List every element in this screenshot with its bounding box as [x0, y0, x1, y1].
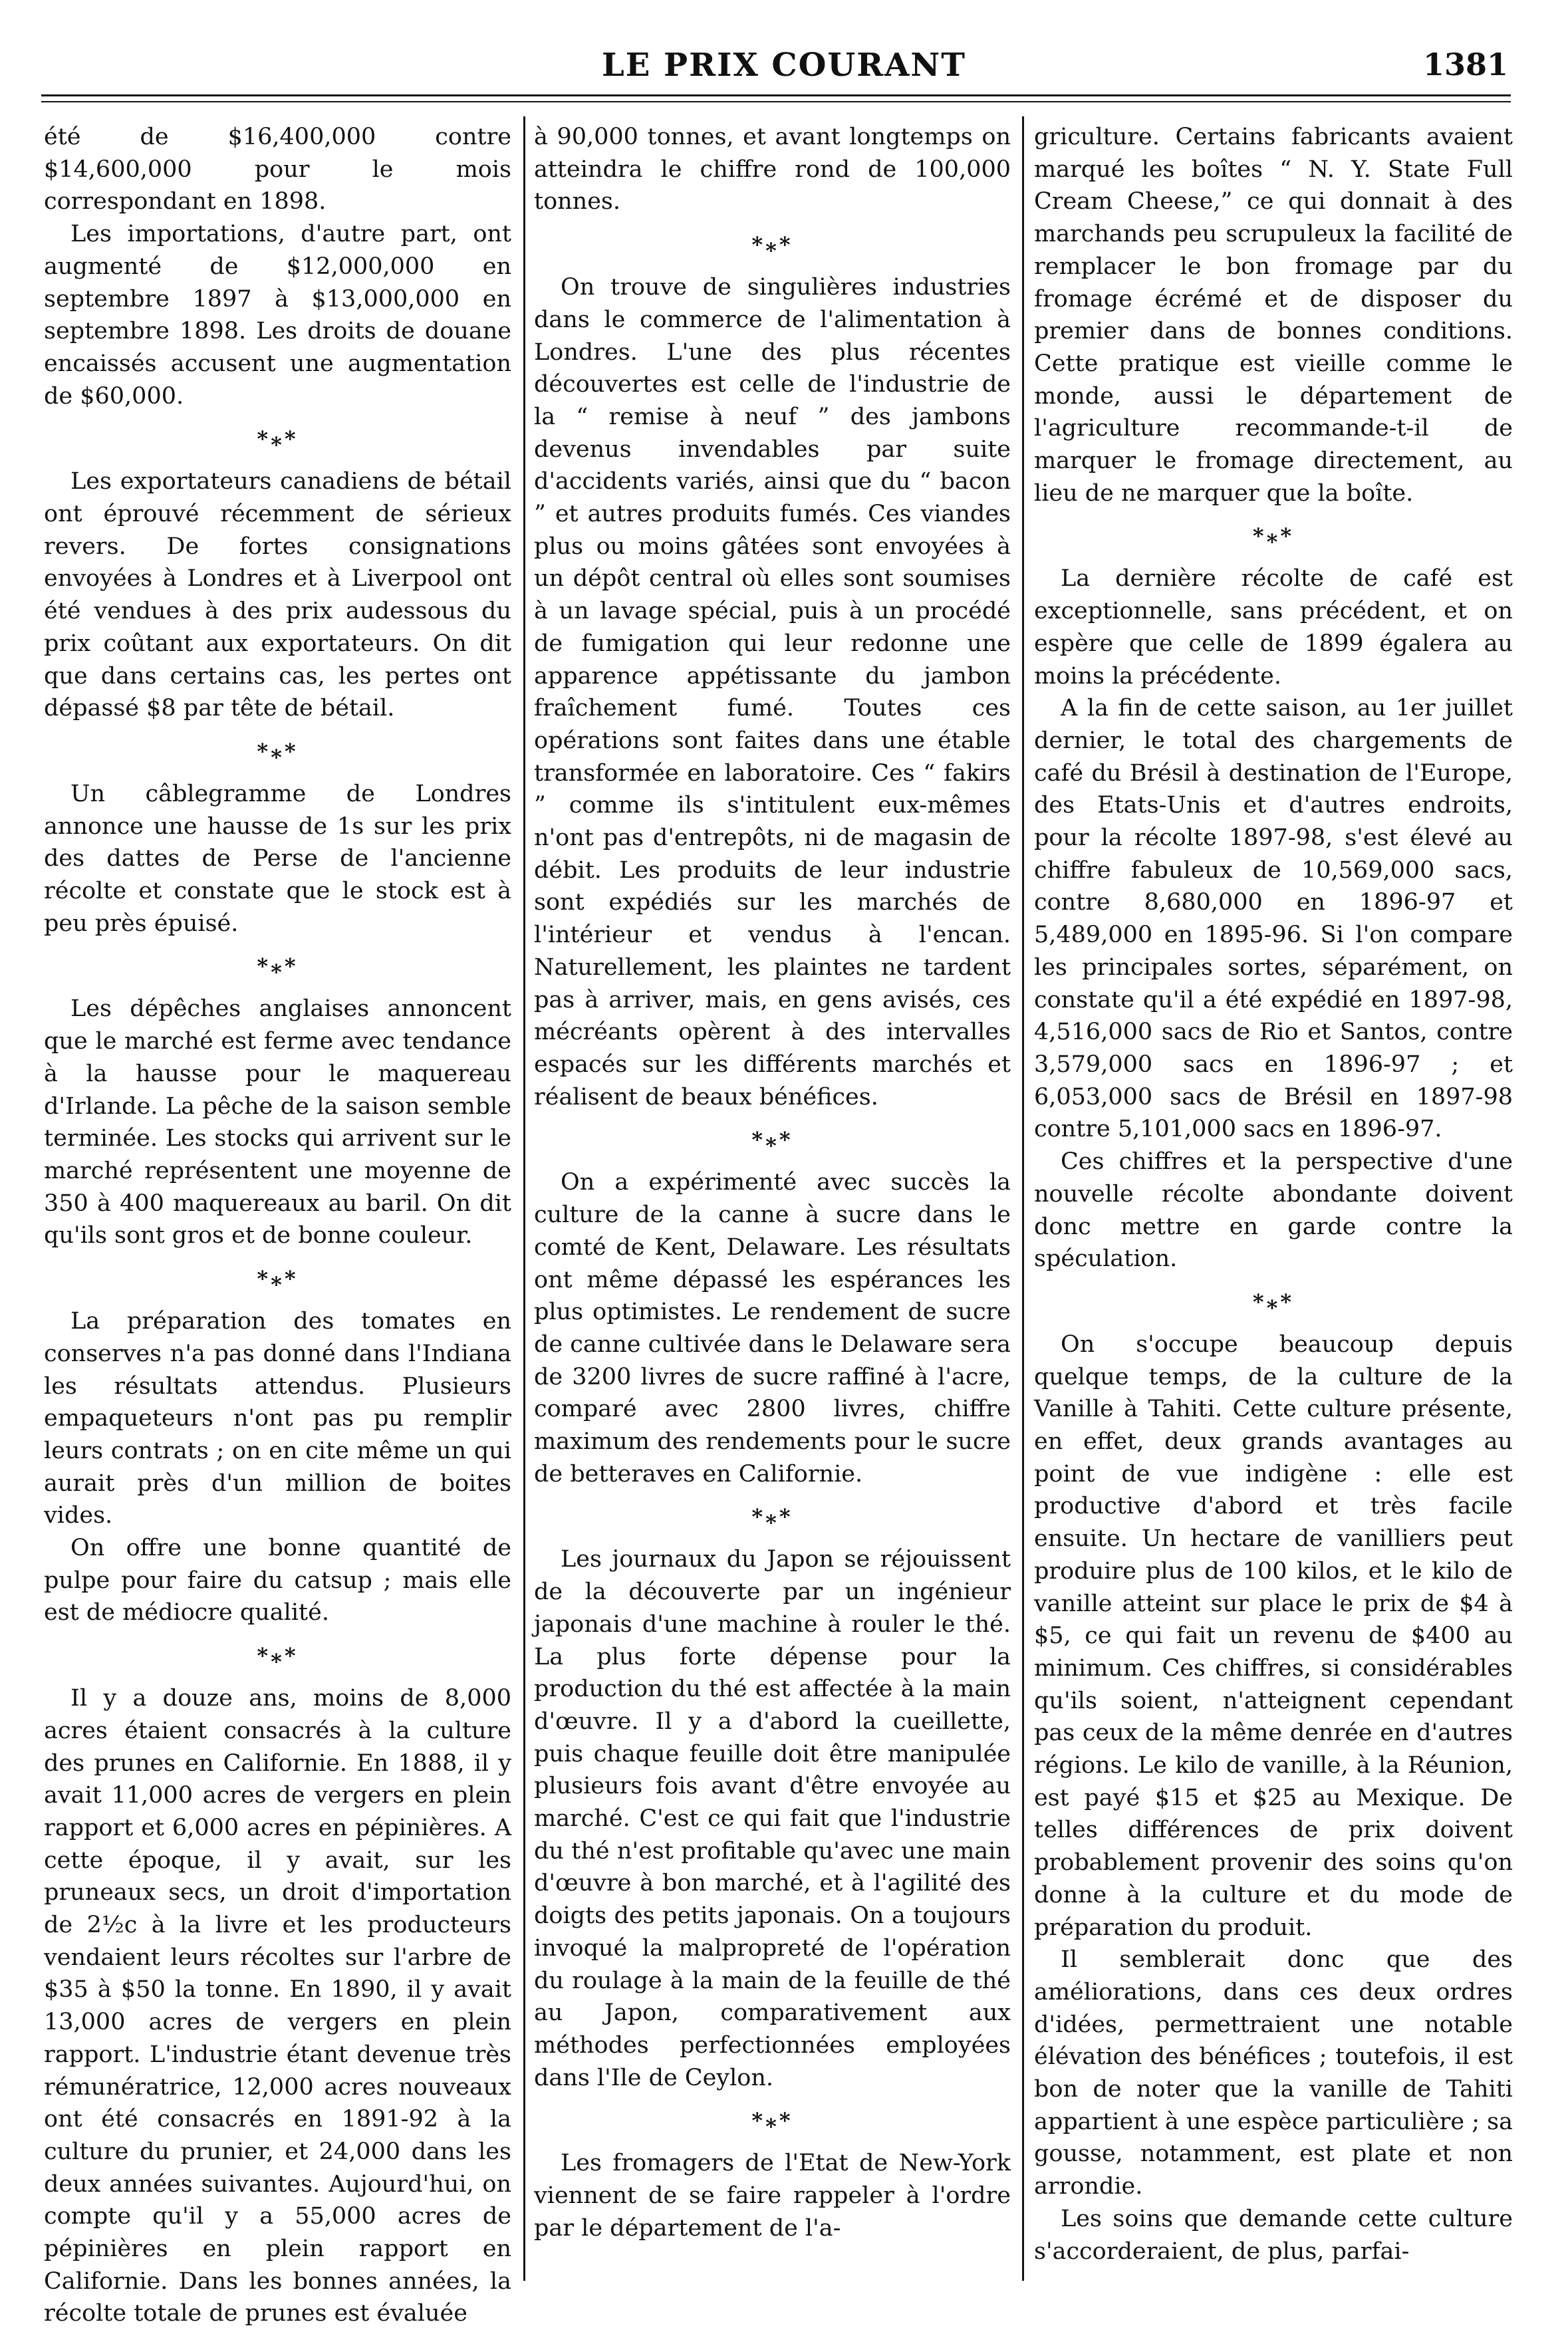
- paragraph: à 90,000 tonnes, et avant longtemps on atteindra le chiffre rond de 100,000 tonnes.: [534, 124, 1011, 215]
- section-separator: *⁎*: [257, 954, 299, 979]
- text-column-2: [534, 121, 1011, 2274]
- section-separator: *⁎*: [257, 1266, 299, 1292]
- section-separator: *⁎*: [257, 738, 299, 764]
- paragraph: Les journaux du Japon se réjouissent de la découverte par un ingénieur japonais d'une machine à rouler le thé. La plus forte dépense pour la production du thé est affectée à la main d'œuvre. Il y a d'abord la cueillette, puis chaque feuille doit être manipulée plusieurs fois avant d'être envoyée au marché. C'est ce qui fait que l'industrie du thé n'est profitable qu'avec une main d'œuvre à bon marché, et à l'agilité des doigts des petits japonais. On a toujours invoqué la malpropreté de l'opération du roulage à la main de la feuille de thé au Japon, comparativement aux méthodes perfectionnées employées dans l'Ile de Ceylon.: [534, 1546, 1011, 2091]
- paragraph: On offre une bonne quantité de pulpe pour faire du catsup ; mais elle est de médiocre qualité.: [44, 1535, 511, 1626]
- paragraph: Les soins que demande cette culture s'accorderaient, de plus, parfai-: [1034, 2205, 1513, 2265]
- paragraph: A la fin de cette saison, au 1er juillet dernier, le total des chargements de café du Brésil à destination de l'Europe, des Etats-Unis et d'autres endroits, pour la récolte 1897-98, s'est élevé au chiffre fabuleux de 10,569,000 sacs, contre 8,680,000 en 1896-97 et 5,489,000 en 1895-96. Si l'on compare les principales sortes, séparément, on constate qu'il a été expédié en 1897-98, 4,516,000 sacs de Rio et Santos, contre 3,579,000 sacs en 1896-97 ; et 6,053,000 sacs de Brésil en 1897-98 contre 5,101,000 sacs en 1896-97.: [1034, 695, 1513, 1143]
- paragraph: La préparation des tomates en conserves n'a pas donné dans l'Indiana les résultats attendus. Plusieurs empaqueteurs n'ont pas pu remplir leurs contrats ; on en cite même un qui aurait près d'un million de boites vides.: [44, 1308, 511, 1529]
- section-separator: *⁎*: [1252, 523, 1295, 549]
- section-separator: *⁎*: [751, 2108, 793, 2134]
- paragraph: Les fromagers de l'Etat de New-York viennent de se faire rappeler à l'ordre par le département de l'a-: [534, 2150, 1011, 2242]
- section-separator: *⁎*: [751, 1504, 793, 1530]
- paragraph: On s'occupe beaucoup depuis quelque temps, de la culture de la Vanille à Tahiti. Cette culture présente, en effet, deux grands avantages au point de vue indigène : elle est productive d'abord et très facile ensuite. Un hectare de vanilliers peut produire plus de 100 kilos, et le kilo de vanille atteint sur place le prix de $4 à $5, ce qui fait un revenu de $400 au minimum. Ces chiffres, si considérables qu'ils soient, n'atteignent cependant pas ceux de la même denrée en d'autres régions. Le kilo de vanille, à la Réunion, est payé $15 et $25 au Mexique. De telles différences de prix doivent probablement provenir des soins qu'on donne à la culture et du mode de préparation du produit.: [1034, 1331, 1513, 1941]
- text-column-3: [1034, 121, 1513, 2274]
- paragraph: Il y a douze ans, moins de 8,000 acres étaient consacrés à la culture des prunes en Californie. En 1888, il y avait 11,000 acres de vergers en plein rapport et 6,000 acres en pépinières. A cette époque, il y avait, sur les pruneaux secs, un droit d'importation de 2½c à la livre et les producteurs vendaient leurs récoltes sur l'arbre de $35 à $50 la tonne. En 1890, il y avait 13,000 acres de vergers en plein rapport. L'industrie étant devenue très rémunératrice, 12,000 acres nouveaux ont été consacrés en 1891-92 à la culture du prunier, et 24,000 dans les deux années suivantes. Aujourd'hui, on compte qu'il y a 55,000 acres de pépinières en plein rapport en Californie. Dans les bonnes années, la récolte totale de prunes est évaluée: [44, 1685, 511, 2327]
- text-column-1: [44, 121, 511, 2327]
- column-divider-1: [523, 116, 525, 2281]
- section-separator: *⁎*: [751, 1127, 793, 1153]
- header-rule-bottom: [41, 101, 1511, 102]
- section-separator: *⁎*: [257, 1643, 299, 1669]
- paragraph: Les exportateurs canadiens de bétail ont éprouvé récemment de sérieux revers. De fortes consignations envoyées à Londres et à Liverpool ont été vendues à des prix audessous du prix coûtant aux exportateurs. On dit que dans certains cas, les pertes ont dépassé $8 par tête de bétail.: [44, 468, 511, 722]
- paragraph: Un câblegramme de Londres annonce une hausse de 1s sur les prix des dattes de Perse de l'ancienne récolte et constate que le stock est à peu près épuisé.: [44, 780, 511, 937]
- paragraph: griculture. Certains fabricants avaient marqué les boîtes “ N. Y. State Full Cream Cheese,” ce qui donnait à des marchands peu scrupuleux la facilité de remplacer le bon fromage par du fromage écrémé et de disposer du premier dans de bonnes conditions. Cette pratique est vieille comme le monde, aussi le département de l'agriculture recommande-t-il de marquer le fromage directement, au lieu de ne marquer que la boîte.: [1034, 124, 1513, 507]
- paragraph: On trouve de singulières industries dans le commerce de l'alimentation à Londres. L'une des plus récentes découvertes est celle de l'industrie de la “ remise à neuf ” des jambons devenus invendables par suite d'accidents variés, ainsi que du “ bacon ” et autres produits fumés. Ces viandes plus ou moins gâtées sont envoyées à un dépôt central où elles sont soumises à un lavage spécial, puis à un procédé de fumigation qui leur redonne une apparence appétissante du jambon fraîchement fumé. Toutes ces opérations sont faites dans une étable transformée en laboratoire. Ces “ fakirs ” comme ils s'intitulent eux-mêmes n'ont pas d'entrepôts, ni de magasin de débit. Les produits de leur industrie sont expédiés sur les marchés de l'intérieur et vendus à l'encan. Naturellement, les plaintes ne tardent pas à arriver, mais, en gens avisés, ces mécréants opèrent à des intervalles espacés sur les différents marchés et réalisent de beaux bénéfices.: [534, 274, 1011, 1110]
- paragraph: On a expérimenté avec succès la culture de la canne à sucre dans le comté de Kent, Delaware. Les résultats ont même dépassé les espérances les plus optimistes. Le rendement de sucre de canne cultivée dans le Delaware sera de 3200 livres de sucre raffiné à l'acre, comparé avec 2800 livres, chiffre maximum des rendements pour le sucre de betteraves en Californie.: [534, 1169, 1011, 1488]
- paragraph: Les importations, d'autre part, ont augmenté de $12,000,000 en septembre 1897 à $13,000,000 en septembre 1898. Les droits de douane encaissés accusent une augmentation de $60,000.: [44, 221, 511, 410]
- page-number: 1381: [1422, 47, 1508, 82]
- header-rule-top: [41, 94, 1511, 96]
- section-separator: *⁎*: [257, 426, 299, 452]
- paragraph: Les dépêches anglaises annoncent que le marché est ferme avec tendance à la hausse pour le maquereau d'Irlande. La pêche de la saison semble terminée. Les stocks qui arrivent sur le marché représentent une moyenne de 350 à 400 maquereaux au baril. On dit qu'ils sont gros et de bonne couleur.: [44, 995, 511, 1249]
- paragraph: La dernière récolte de café est exceptionnelle, sans précédent, et on espère que celle de 1899 égalera au moins la précédente.: [1034, 565, 1513, 690]
- paragraph: Ces chiffres et la perspective d'une nouvelle récolte abondante doivent donc mettre en garde contre la spéculation.: [1034, 1148, 1513, 1273]
- section-separator: *⁎*: [751, 232, 793, 258]
- column-divider-2: [1022, 116, 1024, 2281]
- section-separator: *⁎*: [1252, 1289, 1295, 1315]
- publication-title: LE PRIX COURANT: [601, 47, 967, 84]
- paragraph: Il semblerait donc que des améliorations, dans ces deux ordres d'idées, permettraient une notable élévation des bénéfices ; toutefois, il est bon de noter que la vanille de Tahiti appartient à une espèce particulière ; sa gousse, notamment, est plate et non arrondie.: [1034, 1946, 1513, 2200]
- page-header: [0, 0, 1568, 100]
- paragraph: été de $16,400,000 contre $14,600,000 pour le mois correspondant en 1898.: [44, 124, 511, 215]
